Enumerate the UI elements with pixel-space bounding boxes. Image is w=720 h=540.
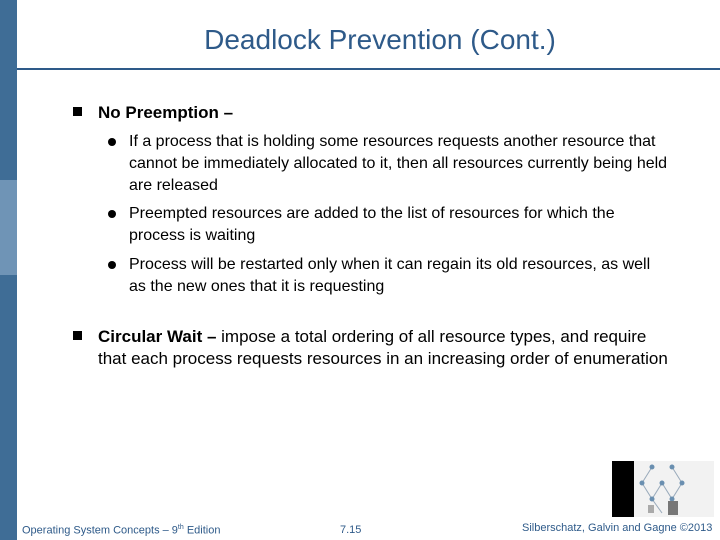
round-bullet-icon	[108, 261, 116, 269]
footer-copyright: Silberschatz, Galvin and Gagne ©2013	[522, 522, 713, 534]
footer-page-number: 7.15	[340, 524, 362, 536]
bullet-text: impose a total ordering of all resource types, and require that each process requests resources in an increasing order of enumeration	[98, 327, 668, 368]
square-bullet-icon	[73, 107, 82, 116]
bullet-circular-wait	[73, 326, 673, 370]
subbullet-item	[108, 203, 668, 247]
subbullet-item	[108, 254, 668, 298]
bullet-heading: No Preemption –	[98, 103, 234, 122]
subbullet-item	[108, 131, 668, 197]
sidebar-accent	[0, 180, 17, 275]
graph-diagram-icon	[612, 461, 714, 517]
slide-title: Deadlock Prevention (Cont.)	[204, 24, 556, 55]
subbullet-text: If a process that is holding some resources requests another resource that cannot be immediately allocated to it, then all resources currently being held are released	[129, 133, 668, 194]
square-bullet-icon	[73, 331, 82, 340]
book-cover-thumbnail	[612, 461, 714, 517]
footer-book-title: Operating System Concepts – 9th Edition	[22, 524, 221, 537]
title-divider	[17, 68, 720, 70]
round-bullet-icon	[108, 210, 116, 218]
subbullet-text: Preempted resources are added to the list of resources for which the process is waiting	[129, 205, 615, 244]
round-bullet-icon	[108, 138, 116, 146]
bullet-no-preemption	[73, 102, 673, 124]
subbullet-text: Process will be restarted only when it can regain its old resources, as well as the new ones that it is requesting	[129, 256, 651, 295]
bullet-heading: Circular Wait –	[98, 327, 217, 346]
